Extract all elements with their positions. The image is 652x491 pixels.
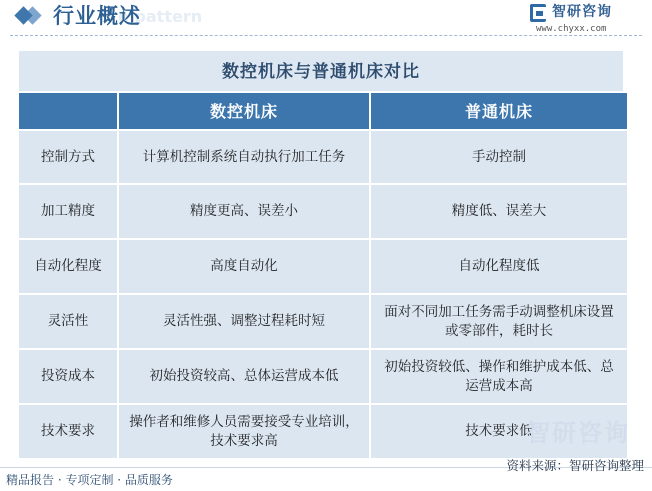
- table-cell: 精度更高、误差小: [119, 185, 369, 238]
- table-header-conventional: 普通机床: [371, 93, 627, 129]
- table-cell: 高度自动化: [119, 240, 369, 293]
- table-cell: 精度低、误差大: [371, 185, 627, 238]
- page-footer: [0, 458, 652, 491]
- comparison-table: [19, 51, 623, 448]
- table-cell: 初始投资较高、总体运营成本低: [119, 350, 369, 403]
- table-cell: 初始投资较低、操作和维护成本低、总运营成本高: [371, 350, 627, 403]
- table-cell: 面对不同加工任务需手动调整机床设置或零部件，耗时长: [371, 295, 627, 348]
- brand-logo-icon: [530, 4, 546, 22]
- table-title: 数控机床与普通机床对比: [19, 51, 623, 93]
- footer-services: 精品报告 · 专项定制 · 品质服务: [6, 473, 173, 487]
- header-watermark: e pattern: [118, 7, 203, 26]
- row-label: 加工精度: [19, 185, 117, 238]
- table-header-cnc: 数控机床: [119, 93, 369, 129]
- data-source: 资料来源：智研咨询整理: [506, 458, 644, 473]
- table-cell: 自动化程度低: [371, 240, 627, 293]
- table-grid: [19, 93, 623, 458]
- table-cell: 操作者和维修人员需要接受专业培训，技术要求高: [119, 405, 369, 458]
- footer-watermark: 智研咨询: [526, 419, 630, 447]
- table-header-corner: [19, 93, 117, 129]
- row-label: 灵活性: [19, 295, 117, 348]
- table-cell: 手动控制: [371, 131, 627, 183]
- table-cell: 灵活性强、调整过程耗时短: [119, 295, 369, 348]
- brand-logo: [530, 2, 640, 36]
- row-label: 自动化程度: [19, 240, 117, 293]
- brand-url: www.chyxx.com: [536, 24, 607, 34]
- row-label: 投资成本: [19, 350, 117, 403]
- page-title: 行业概述: [53, 4, 141, 28]
- row-label: 技术要求: [19, 405, 117, 458]
- brand-name: 智研咨询: [552, 4, 612, 20]
- table-cell: 技术要求低: [371, 405, 627, 458]
- table-cell: 计算机控制系统自动执行加工任务: [119, 131, 369, 183]
- page-header: [0, 0, 652, 46]
- row-label: 控制方式: [19, 131, 117, 183]
